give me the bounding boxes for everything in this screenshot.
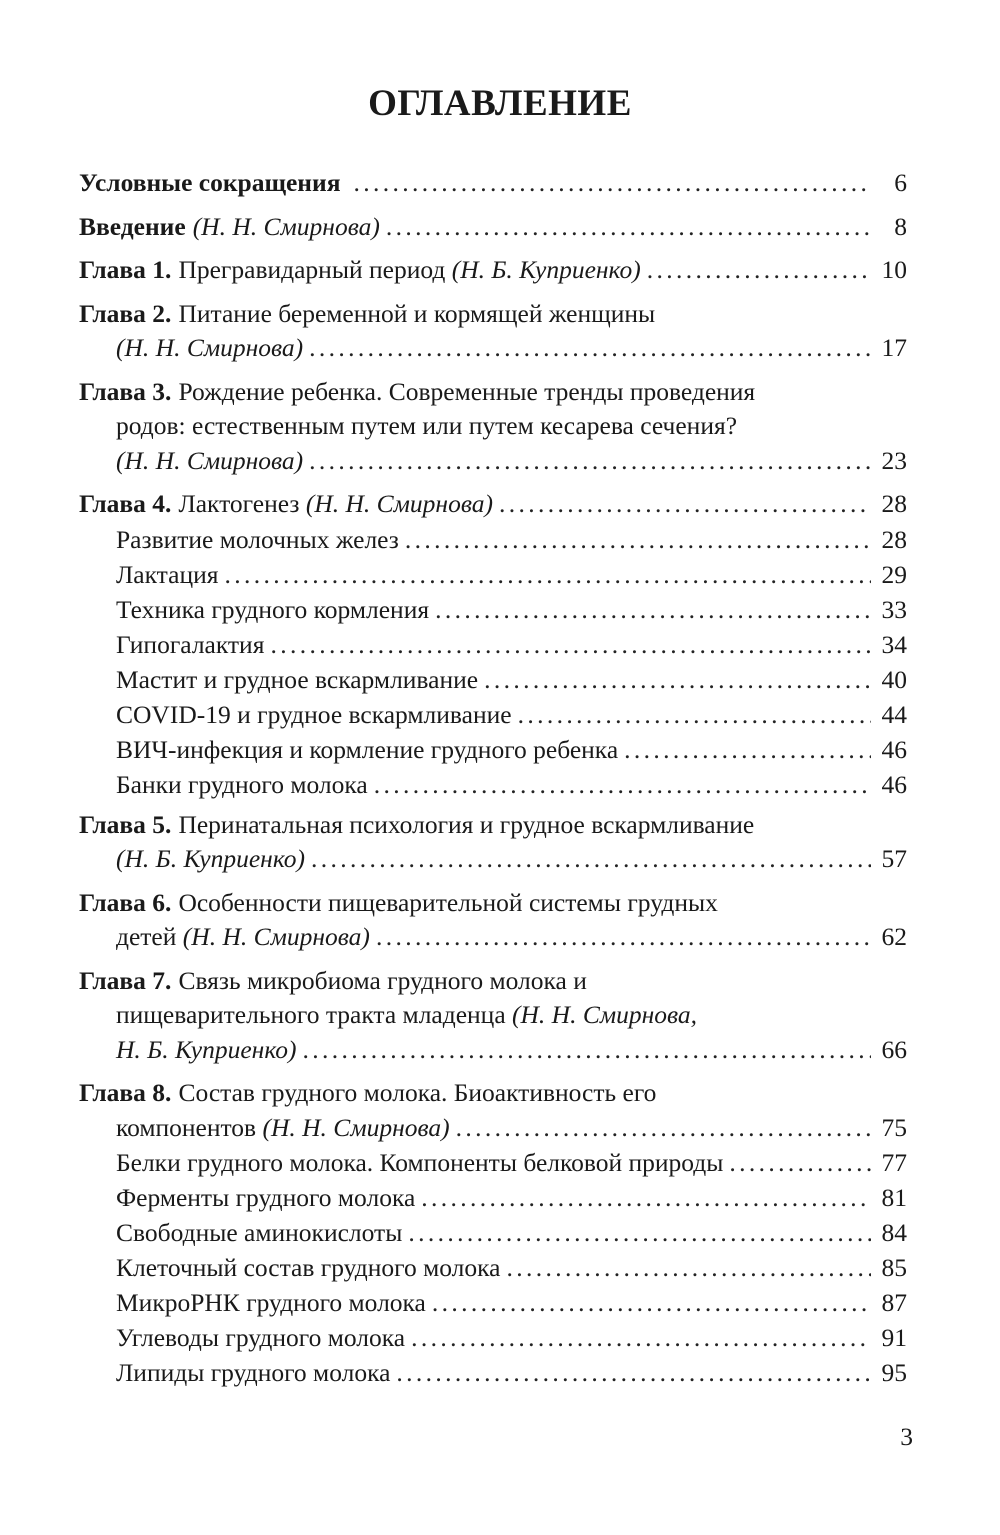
toc-entry-chapter-4[interactable]: [79, 487, 907, 802]
page-title: ОГЛАВЛЕНИЕ: [368, 83, 632, 124]
chapter-label: Глава 1.: [79, 255, 172, 284]
chapter-label: Глава 5.: [79, 809, 172, 839]
subentry-title: Ферменты грудного молока: [116, 1183, 416, 1212]
subentry-title: Белки грудного молока. Компоненты белковой природы: [116, 1148, 724, 1177]
toc-subentry[interactable]: [79, 627, 907, 662]
dot-leader: [421, 1180, 871, 1215]
subentry-page: 91: [881, 1323, 907, 1352]
dot-leader: [376, 920, 871, 955]
entry-author: (Н. Н. Смирнова): [116, 333, 304, 362]
entry-author: (Н. Н. Смирнова): [305, 489, 493, 518]
toc-subentry[interactable]: [79, 662, 907, 697]
subentry-page: 46: [881, 769, 907, 799]
subentry-page: 33: [881, 594, 907, 624]
entry-author: (Н. Н. Смирнова): [192, 211, 380, 241]
entry-title-line2: пищеварительного тракта младенца: [116, 1000, 506, 1029]
dot-leader: [386, 210, 871, 245]
dot-leader: [432, 1285, 871, 1320]
subentry-page: 46: [881, 734, 907, 764]
subentry-title: Развитие молочных желез: [116, 524, 399, 554]
toc-entry-abbreviations[interactable]: [79, 166, 907, 201]
dot-leader: [729, 1145, 871, 1180]
entry-page: 10: [881, 255, 907, 284]
dot-leader: [624, 732, 871, 767]
entry-author: (Н. Н. Смирнова): [116, 445, 304, 475]
dot-leader: [270, 627, 871, 662]
chapter-label: Глава 8.: [79, 1078, 172, 1107]
entry-title-line2: родов: естественным путем или путем кесарева сечения?: [116, 411, 738, 440]
toc-subentry[interactable]: [79, 1145, 907, 1180]
subentry-page: 95: [881, 1358, 907, 1387]
subentry-title: Мастит и грудное вскармливание: [116, 664, 479, 694]
toc-subentry[interactable]: [79, 1250, 907, 1285]
chapter-8-sections: [79, 1145, 907, 1390]
chapter-label: Глава 7.: [79, 965, 172, 995]
dot-leader: [309, 331, 871, 366]
entry-title: Перинатальная психология и грудное вскармливание: [178, 809, 755, 839]
entry-title-line2: компонентов: [116, 1112, 257, 1142]
page-number: 3: [900, 1422, 913, 1451]
subentry-page: 85: [881, 1253, 907, 1282]
chapter-4-sections: [79, 522, 907, 802]
entry-page: 28: [881, 489, 907, 518]
entry-page: 8: [894, 211, 907, 241]
entry-title-line1: Состав грудного молока. Биоактивность его: [178, 1078, 657, 1107]
table-of-contents: [79, 166, 907, 1396]
entry-author: (Н. Н. Смирнова): [262, 1112, 450, 1142]
dot-leader: [647, 253, 871, 288]
toc-entry-chapter-3[interactable]: [79, 375, 907, 479]
entry-author-line2: Н. Б. Куприенко): [116, 1034, 297, 1064]
entry-page: 66: [881, 1034, 907, 1064]
subentry-title: Углеводы грудного молока: [116, 1323, 406, 1352]
subentry-title: Гипогалактия: [116, 629, 265, 659]
dot-leader: [311, 842, 871, 877]
chapter-label: Глава 3.: [79, 376, 172, 406]
dot-leader: [484, 662, 871, 697]
dot-leader: [456, 1111, 871, 1146]
subentry-page: 77: [881, 1148, 907, 1177]
dot-leader: [518, 697, 871, 732]
entry-page: 17: [881, 333, 907, 362]
toc-entry-chapter-6[interactable]: [79, 886, 907, 955]
entry-title-line2: детей: [116, 922, 177, 951]
entry-page: 62: [881, 922, 907, 951]
toc-subentry[interactable]: [79, 767, 907, 802]
entry-author-line1: (Н. Н. Смирнова,: [512, 1000, 698, 1029]
toc-entry-introduction[interactable]: [79, 210, 907, 245]
entry-author: (Н. Н. Смирнова): [182, 922, 370, 951]
entry-author: (Н. Б. Куприенко): [116, 844, 306, 873]
chapter-label: Глава 6.: [79, 887, 172, 917]
toc-subentry[interactable]: [79, 1215, 907, 1250]
dot-leader: [499, 487, 871, 522]
subentry-title: Банки грудного молока: [116, 769, 368, 799]
entry-title-line1: Рождение ребенка. Современные тренды проведения: [178, 376, 756, 406]
entry-page: 6: [894, 168, 907, 197]
entry-title-line1: Особенности пищеварительной системы грудных: [178, 887, 718, 917]
dot-leader: [405, 522, 871, 557]
dot-leader: [396, 1355, 871, 1390]
subentry-title: Лактация: [116, 559, 219, 589]
entry-page: 57: [881, 844, 907, 873]
subentry-page: 87: [881, 1288, 907, 1317]
dot-leader: [354, 166, 872, 201]
entry-title: Введение: [79, 211, 186, 241]
dot-leader: [411, 1320, 871, 1355]
toc-subentry[interactable]: [79, 1180, 907, 1215]
chapter-label: Глава 4.: [79, 489, 172, 518]
toc-entry-chapter-8[interactable]: [79, 1076, 907, 1390]
subentry-title: Липиды грудного молока: [116, 1358, 391, 1387]
dot-leader: [309, 444, 871, 479]
subentry-page: 40: [881, 664, 907, 694]
entry-title-line1: Связь микробиома грудного молока и: [178, 965, 587, 995]
entry-title: Прегравидарный период: [178, 255, 446, 284]
toc-subentry[interactable]: [79, 557, 907, 592]
subentry-title: Техника грудного кормления: [116, 594, 430, 624]
dot-leader: [303, 1033, 871, 1068]
toc-subentry[interactable]: [79, 1355, 907, 1390]
entry-page: 23: [881, 445, 907, 475]
subentry-page: 44: [881, 699, 907, 729]
entry-page: 75: [881, 1112, 907, 1142]
dot-leader: [408, 1215, 871, 1250]
dot-leader: [224, 557, 871, 592]
toc-subentry[interactable]: [79, 592, 907, 627]
subentry-title: COVID-19 и грудное вскармливание: [116, 699, 512, 729]
subentry-page: 29: [881, 559, 907, 589]
subentry-page: 28: [881, 524, 907, 554]
entry-author: (Н. Б. Куприенко): [451, 255, 641, 284]
chapter-label: Глава 2.: [79, 298, 172, 328]
subentry-page: 81: [881, 1183, 907, 1212]
toc-subentry[interactable]: [79, 1285, 907, 1320]
dot-leader: [435, 592, 871, 627]
subentry-page: 34: [881, 629, 907, 659]
toc-subentry[interactable]: [79, 1320, 907, 1355]
toc-entry-chapter-1[interactable]: [79, 253, 907, 288]
subentry-title: Клеточный состав грудного молока: [116, 1253, 501, 1282]
dot-leader: [374, 767, 871, 802]
toc-subentry[interactable]: [79, 522, 907, 557]
dot-leader: [506, 1250, 871, 1285]
entry-title: Лактогенез: [178, 489, 300, 518]
subentry-page: 84: [881, 1218, 907, 1247]
toc-entry-chapter-2[interactable]: [79, 297, 907, 366]
subentry-title: МикроРНК грудного молока: [116, 1288, 426, 1317]
toc-entry-chapter-7[interactable]: [79, 964, 907, 1068]
toc-subentry[interactable]: [79, 732, 907, 767]
toc-subentry[interactable]: [79, 697, 907, 732]
toc-entry-chapter-5[interactable]: [79, 808, 907, 877]
entry-title: Условные сокращения: [79, 168, 341, 197]
subentry-title: ВИЧ-инфекция и кормление грудного ребенка: [116, 734, 619, 764]
subentry-title: Свободные аминокислоты: [116, 1218, 403, 1247]
entry-title: Питание беременной и кормящей женщины: [178, 298, 656, 328]
